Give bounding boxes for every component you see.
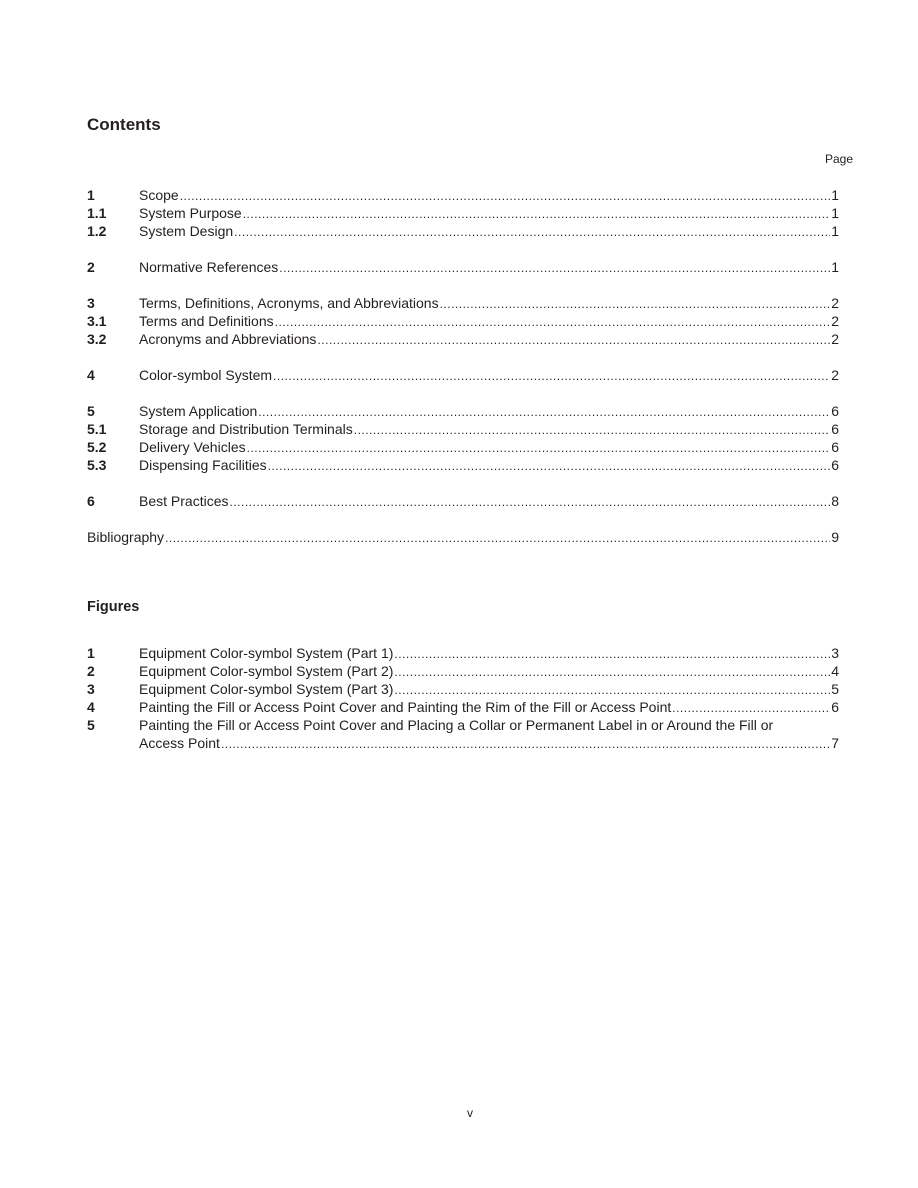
toc-entry-number: 3.2 — [87, 331, 107, 347]
toc-entry-title: Terms and Definitions — [139, 313, 274, 329]
page-column-label: Page — [824, 152, 853, 166]
toc-entry[interactable] — [87, 330, 839, 348]
figure-entry-number: 1 — [87, 645, 95, 661]
toc-entry[interactable] — [87, 438, 839, 456]
figure-entry[interactable] — [87, 680, 839, 698]
toc-entry-page: 1 — [831, 187, 839, 203]
toc-entry-page: 6 — [831, 457, 839, 473]
toc-entry[interactable] — [87, 312, 839, 330]
toc-entry[interactable] — [87, 222, 839, 240]
toc-entry-title: Dispensing Facilities — [139, 457, 267, 473]
toc-entry-title: Delivery Vehicles — [139, 439, 246, 455]
toc-entry-number: 1.1 — [87, 205, 107, 221]
toc-entry-number: 3.1 — [87, 313, 107, 329]
toc-entry-title: Terms, Definitions, Acronyms, and Abbreviations — [139, 295, 439, 311]
toc-entry-number: 2 — [87, 259, 95, 275]
dot-leader — [165, 529, 830, 547]
toc-entry-title: Best Practices — [139, 493, 229, 509]
figure-entry-page: 3 — [831, 645, 839, 661]
toc-entry-page: 1 — [831, 223, 839, 239]
toc-entry-number: 3 — [87, 295, 95, 311]
toc-entry[interactable] — [87, 492, 839, 510]
figure-entry-title: Painting the Fill or Access Point Cover and Painting the Rim of the Fill or Access Point — [139, 699, 672, 715]
toc-entry-title: Scope — [139, 187, 179, 203]
toc-entry[interactable] — [87, 294, 839, 312]
contents-title: Contents — [87, 115, 161, 134]
toc-entry-title: System Design — [139, 223, 234, 239]
dot-leader — [234, 223, 830, 241]
figure-entry-page: 4 — [831, 663, 839, 679]
dot-leader — [247, 439, 830, 457]
toc-entry-bibliography[interactable] — [87, 528, 839, 546]
toc-entry-number: 5.1 — [87, 421, 107, 437]
figures-title: Figures — [87, 599, 140, 615]
dot-leader — [672, 699, 830, 717]
toc-entry-number: 6 — [87, 493, 95, 509]
toc-entry-page: 8 — [831, 493, 839, 509]
toc-entry[interactable] — [87, 456, 839, 474]
toc-entry-number: 1 — [87, 187, 95, 203]
dot-leader — [268, 457, 830, 475]
toc-entry-page: 2 — [831, 331, 839, 347]
toc-entry-title: Acronyms and Abbreviations — [139, 331, 317, 347]
figure-entry[interactable] — [87, 662, 839, 680]
dot-leader — [273, 367, 830, 385]
figure-entry-page: 6 — [831, 699, 839, 715]
toc-entry-page: 6 — [831, 421, 839, 437]
toc-entry-page: 6 — [831, 403, 839, 419]
toc-entry-page: 1 — [831, 259, 839, 275]
toc-entry-number: 1.2 — [87, 223, 107, 239]
toc-entry-title: Normative References — [139, 259, 279, 275]
figure-entry-title: Equipment Color-symbol System (Part 3) — [139, 681, 394, 697]
toc-entry-number: 4 — [87, 367, 95, 383]
toc-entry-page: 2 — [831, 313, 839, 329]
dot-leader — [279, 259, 830, 277]
dot-leader — [229, 493, 830, 511]
toc-entry[interactable] — [87, 186, 839, 204]
toc-entry-title: Color-symbol System — [139, 367, 273, 383]
figures-list — [87, 644, 839, 752]
figure-entry-title-line1: Painting the Fill or Access Point Cover and Placing a Collar or Permanent Label in or Around the Fill or — [139, 717, 774, 733]
figure-entry-title-line2: Access Point — [139, 735, 220, 751]
toc-entry-page: 9 — [831, 529, 839, 545]
dot-leader — [354, 421, 830, 439]
toc-entry-number: 5.2 — [87, 439, 107, 455]
dot-leader — [221, 735, 830, 753]
figure-entry-number: 4 — [87, 699, 95, 715]
dot-leader — [275, 313, 830, 331]
toc-entry[interactable] — [87, 258, 839, 276]
toc-entry[interactable] — [87, 366, 839, 384]
figure-entry-number: 5 — [87, 717, 95, 733]
toc-entry-title: System Application — [139, 403, 258, 419]
figure-entry-number: 2 — [87, 663, 95, 679]
toc-entry-page: 2 — [831, 367, 839, 383]
figure-entry[interactable] — [87, 716, 839, 734]
toc-entry[interactable] — [87, 204, 839, 222]
figure-entry-number: 3 — [87, 681, 95, 697]
toc-entry-title: Storage and Distribution Terminals — [139, 421, 353, 437]
dot-leader — [317, 331, 830, 349]
figure-entry-continuation[interactable] — [87, 734, 839, 752]
toc-entry-number: 5 — [87, 403, 95, 419]
dot-leader — [258, 403, 830, 421]
toc-entry-title: Bibliography — [87, 529, 165, 545]
dot-leader — [180, 187, 830, 205]
toc-entry[interactable] — [87, 420, 839, 438]
toc-entry-page: 6 — [831, 439, 839, 455]
figure-entry[interactable] — [87, 644, 839, 662]
toc-entry-title: System Purpose — [139, 205, 242, 221]
toc-entry-page: 1 — [831, 205, 839, 221]
toc-entry-number: 5.3 — [87, 457, 107, 473]
figure-entry-page: 5 — [831, 681, 839, 697]
figure-entry-page: 7 — [831, 735, 839, 751]
figure-entry-title: Equipment Color-symbol System (Part 2) — [139, 663, 394, 679]
dot-leader — [394, 645, 830, 663]
toc-entry-page: 2 — [831, 295, 839, 311]
dot-leader — [440, 295, 830, 313]
contents-list — [87, 186, 839, 546]
dot-leader — [243, 205, 830, 223]
figure-entry-title: Equipment Color-symbol System (Part 1) — [139, 645, 394, 661]
toc-entry[interactable] — [87, 402, 839, 420]
dot-leader — [394, 663, 830, 681]
page-number: v — [467, 1106, 473, 1120]
dot-leader — [394, 681, 830, 699]
figure-entry[interactable] — [87, 698, 839, 716]
